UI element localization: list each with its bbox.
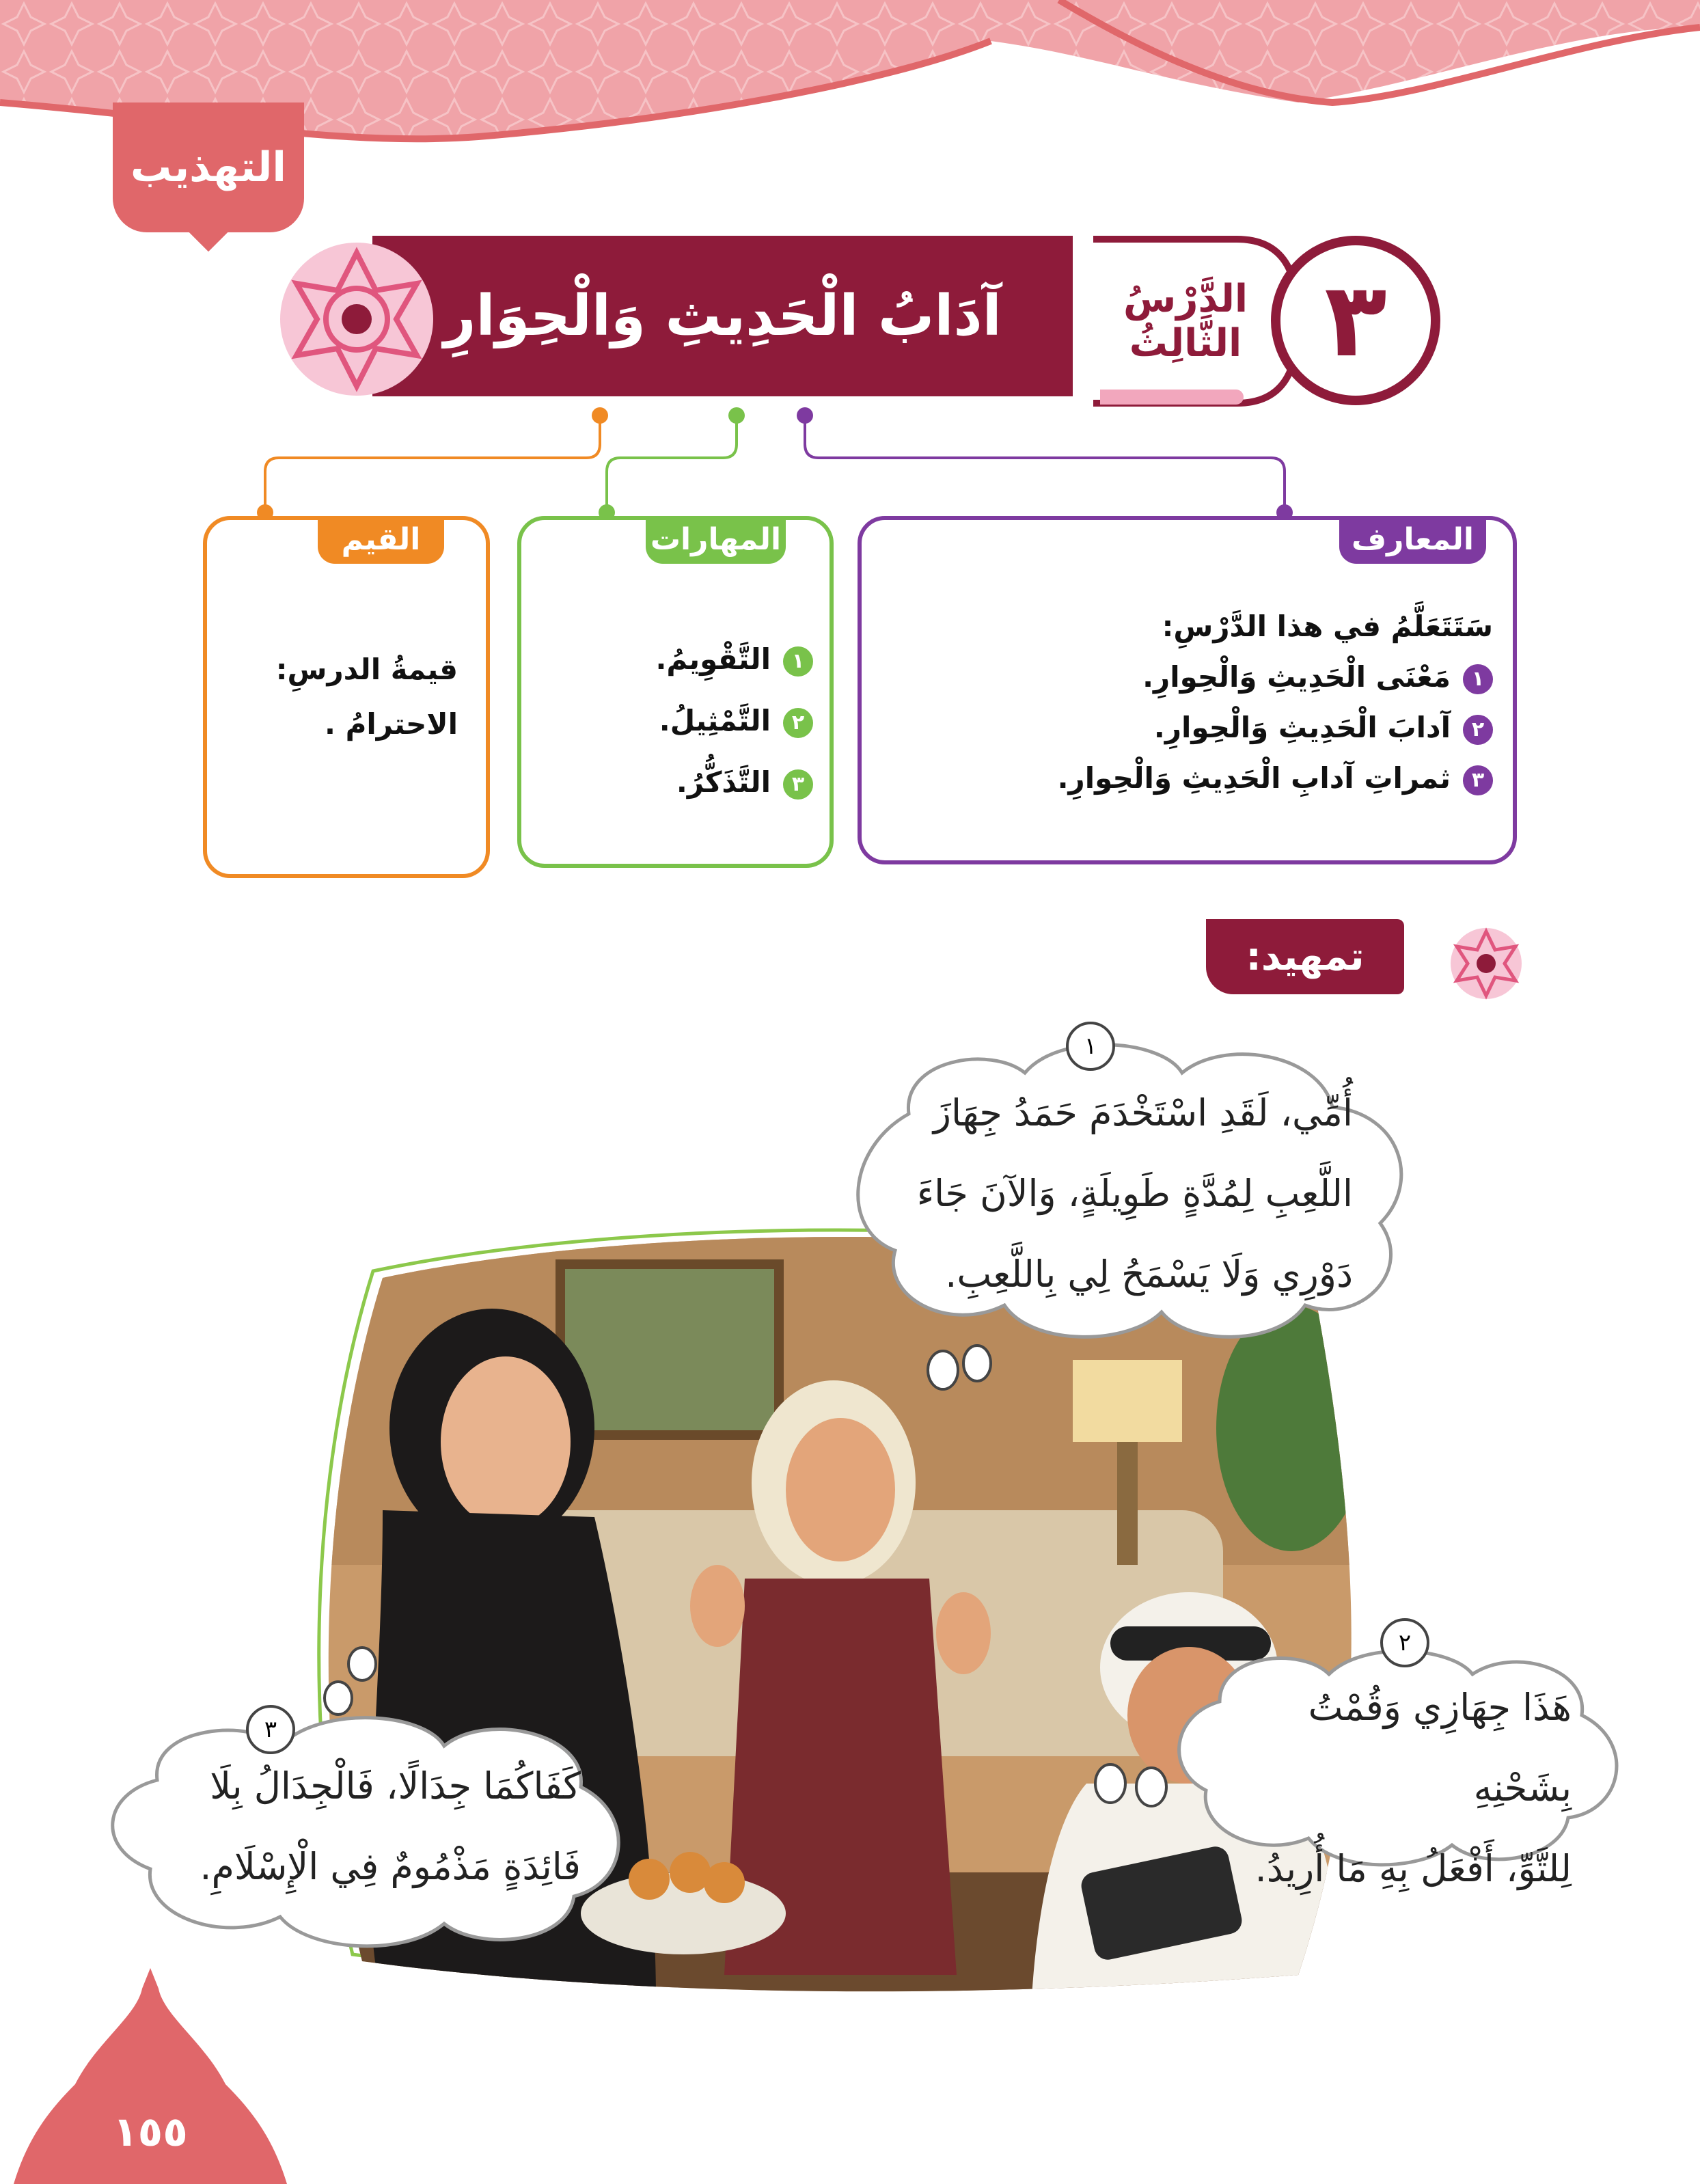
rosette-icon [277,239,437,400]
thought-dots [1086,1756,1182,1811]
intro-ribbon [1206,919,1404,994]
lesson-label-line1: الدَّرْسُ [1123,277,1248,321]
knowledge-intro: سَتَتَعَلَّمُ في هذا الدَّرْسِ: [1162,610,1493,643]
bubble-line: فَائِدَةٍ مَذْمُومٌ فِي الْإِسْلَامِ. [200,1845,581,1888]
list-item [888,652,1493,702]
subject-label: التهذيب [131,144,286,191]
skills-content [547,629,813,813]
item-number: ٢ [1463,715,1493,745]
item-number: ١ [1463,664,1493,694]
bubble-number: ١ [1066,1022,1115,1071]
lesson-title-banner [372,236,1073,396]
knowledge-content [888,601,1493,804]
speech-bubble-2 [1216,1667,1572,1909]
item-text: ثمراتِ آدابِ الْحَدِيثِ وَالْحِوارِ. [1057,761,1451,795]
bubble-number: ٣ [246,1705,295,1754]
values-line2: الاحترامُ . [325,707,458,741]
list-item [888,702,1493,753]
bubble-line: دَوْرِي وَلَا يَسْمَحُ لِي بِاللَّعِبِ. [945,1253,1353,1296]
item-text: التَّذَكُّرُ. [676,765,771,799]
lesson-number: ٣ [1324,261,1387,380]
thought-dots [922,1339,1004,1394]
rosette-icon [1449,926,1524,1001]
intro-label: تمهيد: [1246,934,1365,979]
knowledge-tab: المعارف [1339,516,1486,564]
bubble-line: أُمِّي، لَقَدِ اسْتَخْدَمَ حَمَدُ جِهَازَ [933,1091,1353,1134]
lesson-label-line2: الثَّالِثُ [1129,321,1242,366]
page-number: ١٥٥ [113,2108,188,2156]
lesson-title: آدَابُ الْحَدِيثِ وَالْحِوَارِ [443,284,1002,349]
list-item [547,629,813,690]
subject-tab [113,103,304,232]
item-text: التَّقْوِيمُ. [655,642,771,676]
speech-bubble-1 [909,1073,1353,1315]
lesson-number-circle [1271,236,1440,405]
item-text: آدابَ الْحَدِيثِ وَالْحِوارِ. [1153,711,1451,744]
skills-tab: المهارات [646,516,786,564]
thought-dots [318,1643,386,1719]
item-text: مَعْنَى الْحَدِيثِ وَالْحِوارِ. [1142,660,1451,694]
lesson-label-accent [1100,390,1244,405]
item-number: ٢ [783,708,813,738]
item-number: ١ [783,646,813,677]
list-item [888,753,1493,804]
objective-connectors [0,403,1700,526]
item-number: ٣ [783,769,813,800]
values-line1: قيمةُ الدرسِ: [275,653,458,686]
bubble-line: كَفَاكُمَا جِدَالًا، فَالْجِدَالُ بِلَا [210,1764,581,1807]
list-item [547,690,813,752]
list-item [547,752,813,813]
values-tab: القيم [318,516,444,564]
values-content [225,642,458,752]
item-text: التَّمْثِيلُ. [659,704,771,737]
bubble-number: ٢ [1380,1618,1429,1667]
bubble-line: لِلتَّوِّ، أَفْعَلُ بِهِ مَا أُرِيدُ. [1255,1847,1572,1890]
item-number: ٣ [1463,765,1493,795]
bubble-line: اللَّعِبِ لِمُدَّةٍ طَوِيلَةٍ، وَالآنَ جَاءَ [916,1172,1353,1215]
bubble-line: هَذَا جِهَازِي وَقُمْتُ بِشَحْنِهِ [1308,1686,1572,1810]
speech-bubble-3 [150,1746,581,1907]
